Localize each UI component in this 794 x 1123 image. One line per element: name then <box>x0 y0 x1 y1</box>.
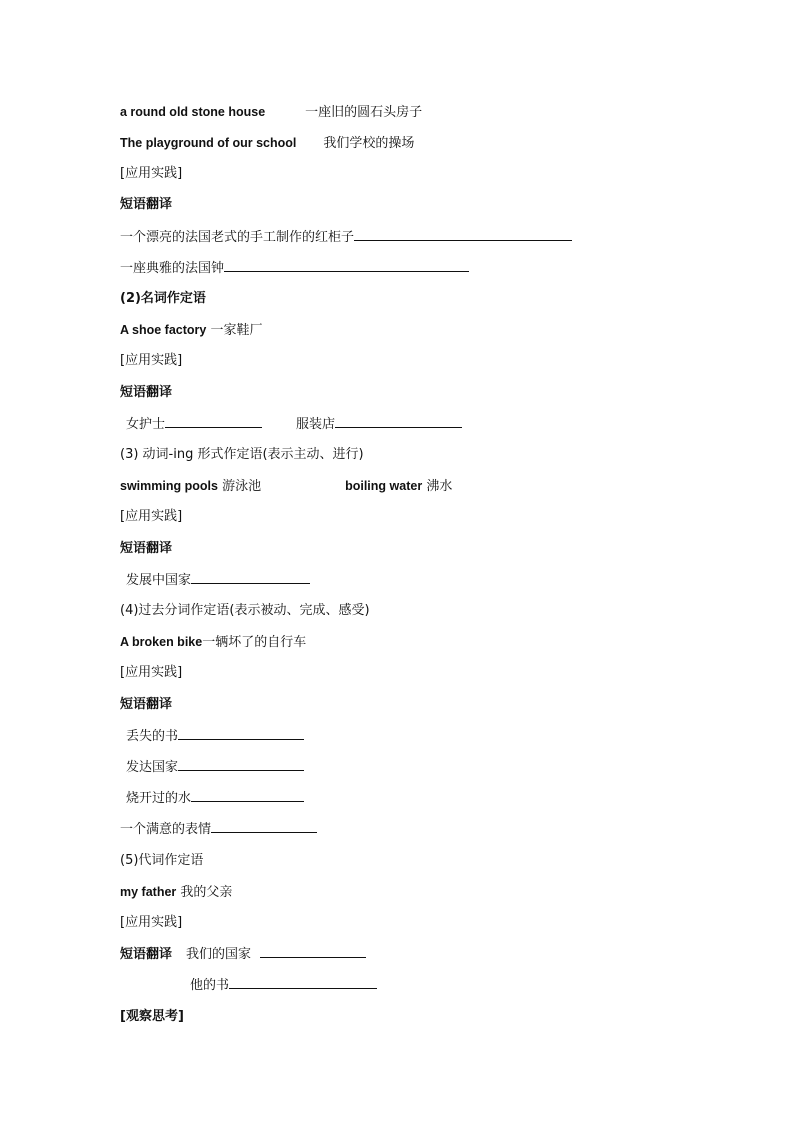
exercise-prompt: 一个漂亮的法国老式的手工制作的红柜子 <box>120 230 355 245</box>
answer-blank[interactable] <box>229 974 377 989</box>
exercise-developing-country <box>120 569 310 591</box>
section-heading-pronoun: (5)代词作定语 <box>120 853 204 868</box>
exercise-prompt: 服装店 <box>296 417 336 432</box>
example-shoe-factory <box>120 319 263 341</box>
example-chinese: 沸水 <box>426 479 453 494</box>
practice-heading: [应用实践] <box>120 915 183 930</box>
phrase-translation-label: 短语翻译 <box>120 541 173 556</box>
practice-heading: [应用实践] <box>120 353 183 368</box>
example-playground <box>120 132 414 154</box>
exercise-prompt: 发展中国家 <box>126 573 192 588</box>
example-chinese: 一座旧的圆石头房子 <box>305 105 423 120</box>
example-swimming-boiling <box>120 475 452 497</box>
exercise-lost-book <box>120 725 304 747</box>
section-heading-past-participle: (4)过去分词作定语(表示被动、完成、感受) <box>120 603 370 618</box>
example-broken-bike <box>120 631 306 653</box>
exercise-satisfied-look <box>120 818 317 840</box>
phrase-translation-label: 短语翻译 <box>120 385 173 400</box>
exercise-french-clock <box>120 257 469 279</box>
phrase-translation-label: 短语翻译 <box>120 697 173 712</box>
answer-blank[interactable] <box>354 226 572 241</box>
exercise-prompt: 女护士 <box>126 417 166 432</box>
phrase-translation-label: 短语翻译 <box>120 197 173 212</box>
answer-blank[interactable] <box>165 413 262 428</box>
example-chinese: 我们学校的操场 <box>323 136 415 151</box>
practice-heading: [应用实践] <box>120 665 183 680</box>
practice-heading: [应用实践] <box>120 509 183 524</box>
example-chinese: 游泳池 <box>222 479 262 494</box>
section-heading-ing: (3) 动词-ing 形式作定语(表示主动、进行) <box>120 447 364 462</box>
answer-blank[interactable] <box>211 818 317 833</box>
exercise-developed-country <box>120 756 304 778</box>
exercise-prompt: 一个满意的表情 <box>120 822 212 837</box>
answer-blank[interactable] <box>191 787 304 802</box>
answer-blank[interactable] <box>178 756 304 771</box>
section-heading-noun: (2)名词作定语 <box>120 291 206 306</box>
example-chinese: 一辆坏了的自行车 <box>202 635 307 650</box>
exercise-prompt: 一座典雅的法国钟 <box>120 261 225 276</box>
example-stone-house <box>120 101 422 123</box>
practice-heading: [应用实践] <box>120 166 183 181</box>
exercise-prompt: 发达国家 <box>126 760 179 775</box>
example-english: boiling water <box>345 479 423 493</box>
answer-blank[interactable] <box>224 257 469 272</box>
exercise-prompt: 烧开过的水 <box>126 791 192 806</box>
exercise-red-cabinet <box>120 226 572 248</box>
example-english: a round old stone house <box>120 105 266 119</box>
example-english: my father <box>120 885 177 899</box>
answer-blank[interactable] <box>335 413 462 428</box>
example-chinese: 一家鞋厂 <box>210 323 263 338</box>
example-my-father <box>120 881 232 903</box>
phrase-translation-label: 短语翻译 <box>120 947 173 962</box>
example-english: swimming pools <box>120 479 218 493</box>
exercise-his-book <box>190 974 377 996</box>
answer-blank[interactable] <box>260 943 366 958</box>
exercise-prompt: 他的书 <box>190 978 230 993</box>
example-chinese: 我的父亲 <box>180 885 233 900</box>
exercise-prompt: 丢失的书 <box>126 729 179 744</box>
example-english: A shoe factory <box>120 323 207 337</box>
exercise-nurse-clothing <box>120 413 462 435</box>
answer-blank[interactable] <box>178 725 304 740</box>
observe-think-heading: [观察思考] <box>120 1009 184 1024</box>
exercise-prompt: 我们的国家 <box>186 947 252 962</box>
exercise-boiled-water <box>120 787 304 809</box>
answer-blank[interactable] <box>191 569 310 584</box>
example-english: A broken bike <box>120 635 203 649</box>
example-english: The playground of our school <box>120 136 297 150</box>
exercise-our-country <box>120 943 366 965</box>
